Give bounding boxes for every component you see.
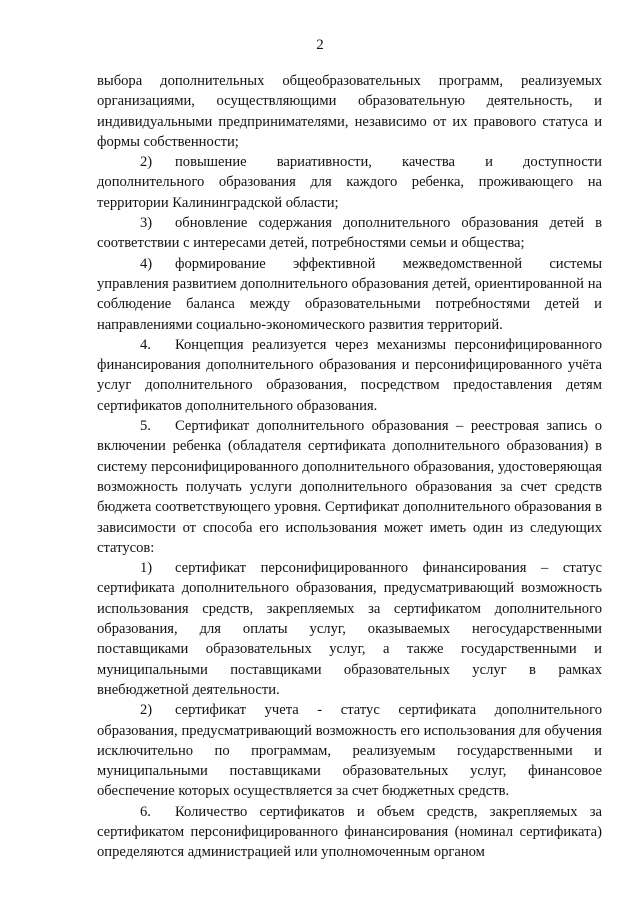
list-number: 2) [140, 702, 153, 719]
list-number: 1) [140, 560, 153, 577]
paragraph-text: формирование эффективной межведомственной системы управления развитием дополнительного образования детей, ориентированной на соблюдение баланса между образовательными потребностями детей и направлениями социально-экономического развития территорий. [97, 255, 602, 333]
paragraph-text: обновление содержания дополнительного образования детей в соответствии с интересами детей, потребностями семьи и общества; [97, 215, 602, 252]
list-number: 4) [140, 255, 153, 272]
section-number: 4. [140, 336, 151, 353]
paragraph-text: сертификат персонифицированного финансирования – статус сертификата дополнительного образования, предусматривающий возможность использования средств, закрепляемых за сертификатом дополнительного образования, для оплаты услуг, оказываемых негосударственными поставщиками образовательных услуг, а также государственными и муниципальными поставщиками образовательных услуг в рамках внебюджетной деятельности. [97, 560, 602, 698]
list-item-4 [97, 254, 602, 335]
page-number: 2 [316, 37, 324, 53]
section-number: 6. [140, 803, 151, 820]
list-number: 3) [140, 215, 153, 232]
section-5 [97, 416, 602, 558]
list-item-3 [97, 213, 602, 254]
paragraph-text: выбора дополнительных общеобразовательных программ, реализуемых организациями, осуществляющими образовательную деятельность, и индивидуальными предпринимателями, независимо от их правового статуса и формы собственности; [97, 73, 602, 150]
section-6 [97, 802, 602, 863]
list-number: 2) [140, 154, 153, 171]
document-body [97, 71, 602, 863]
paragraph-text: сертификат учета - статус сертификата дополнительного образования, предусматривающий возможность его использования для обучения исключительно по программам, реализуемым государственными и муниципальными поставщиками образовательных услуг, финансовое обеспечение которых осуществляется за счет бюджетных средств. [97, 702, 602, 800]
section-number: 5. [140, 418, 151, 435]
status-item-1 [97, 558, 602, 700]
section-4 [97, 335, 602, 416]
paragraph-text: повышение вариативности, качества и доступности дополнительного образования для каждого ребенка, проживающего на территории Калининградской области; [97, 154, 602, 211]
paragraph-text: Количество сертификатов и объем средств, закрепляемых за сертификатом персонифицированного финансирования (номинал сертификата) определяются администрацией или уполномоченным органом [97, 803, 602, 861]
list-item-2 [97, 152, 602, 213]
paragraph-text: Сертификат дополнительного образования – реестровая запись о включении ребенка (обладателя сертификата дополнительного образования) в систему персонифицированного дополнительного образования, удостоверяющая возможность получать услуги дополнительного образования за счет средств бюджета соответствующего уровня. Сертификат дополнительного образования в зависимости от способа его использования может иметь один из следующих статусов: [97, 418, 602, 556]
status-item-2 [97, 700, 602, 801]
paragraph-continuation [97, 71, 602, 152]
paragraph-text: Концепция реализуется через механизмы персонифицированного финансирования дополнительного образования и персонифицированного учёта услуг дополнительного образования, посредством предоставления детям сертификатов дополнительного образования. [97, 336, 602, 414]
